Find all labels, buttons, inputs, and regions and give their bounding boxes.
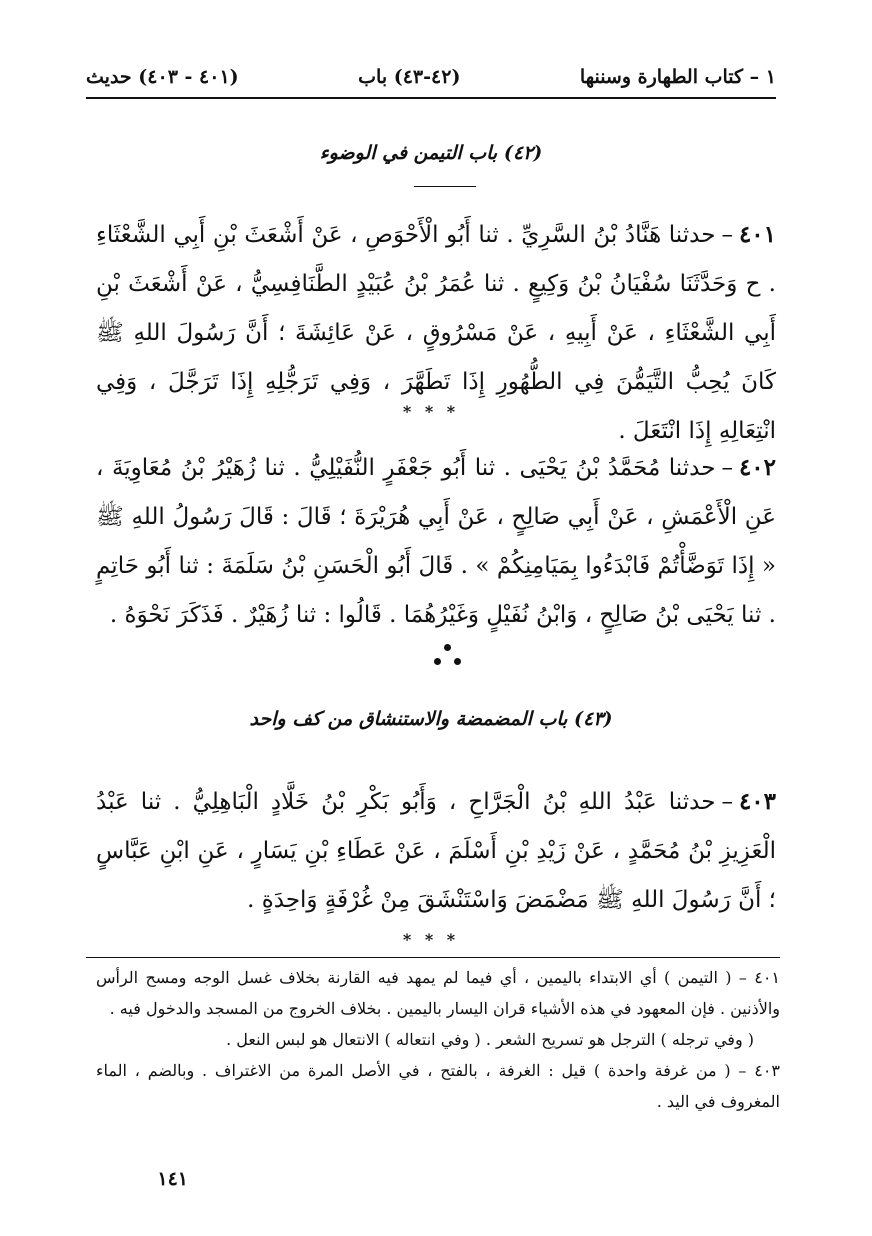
hadith-number: ٤٠٢	[738, 454, 776, 481]
footnote-rule	[86, 957, 780, 958]
hadith-dash: –	[721, 455, 733, 481]
footnotes	[96, 962, 780, 1117]
hadith-dash: –	[721, 789, 733, 815]
hadith-number: ٤٠٣	[738, 788, 776, 815]
hadith-402	[96, 443, 776, 640]
hadith-text: حدثنا هَنَّادُ بْنُ السَّرِيِّ . ثنا أَبُو الْأَحْوَصِ ، عَنْ أَشْعَثَ بْنِ أَبِي الشَّعْثَاءِ . ح وَحَدَّثَنَا سُفْيَانُ بْنُ وَكِيعٍ . ثنا عُمَرُ بْنُ عُبَيْدٍ الطَّنَافِسِيُّ ، عَنْ أَشْعَثَ بْنِ أَبِي الشَّعْثَاءِ ، عَنْ أَبِيهِ ، عَنْ مَسْرُوقٍ ، عَنْ عَائِشَةَ ؛ أَنَّ رَسُولَ اللهِ ﷺ كَانَ يُحِبُّ التَّيَمُّنَ فِي الطُّهُورِ إِذَا تَطَهَّرَ ، وَفِي تَرَجُّلِهِ إِذَا تَرَجَّلَ ، وَفِي انْتِعَالِهِ إِذَا انْتَعَلَ .	[96, 222, 776, 444]
chapter-43-title: (٤٣) باب المضمضة والاستنشاق من كف واحد	[249, 708, 613, 730]
section-separator: * * *	[402, 930, 460, 949]
header-rule	[86, 97, 776, 99]
hadith-403	[96, 777, 776, 925]
section-ornament	[428, 640, 468, 680]
footnote-401-continued: ( وفي ترجله ) الترجل هو تسريح الشعر . ( وفي انتعاله ) الانتعال هو لبس النعل .	[226, 1030, 754, 1049]
ornament-dot	[444, 644, 451, 651]
hadith-dash: –	[721, 222, 733, 248]
footnote-401: ٤٠١ – ( التيمن ) أي الابتداء باليمين ، أي فيما لم يمهد فيه القارنة بخلاف غسل الوجه ومسح الرأس والأذنين . فإن المعهود في هذه الأشياء قران اليسار باليمين . بخلاف الخروج من المسجد والدخول فيه .	[96, 968, 780, 1018]
hadith-text: حدثنا مُحَمَّدُ بْنُ يَحْيَى . ثنا أَبُو جَعْفَرٍ النُّفَيْلِيُّ . ثنا زُهَيْرُ بْنُ مُعَاوِيَةَ ، عَنِ الْأَعْمَشِ ، عَنْ أَبِي صَالِحٍ ، عَنْ أَبِي هُرَيْرَةَ ؛ قَالَ : قَالَ رَسُولُ اللهِ ﷺ « إِذَا تَوَضَّأْتُمْ فَابْدَءُوا بِمَيَامِنِكُمْ » . قَالَ أَبُو الْحَسَنِ بْنُ سَلَمَةَ : ثنا أَبُو حَاتِمٍ . ثنا يَحْيَى بْنُ صَالِحٍ ، وَابْنُ نُفَيْلٍ وَغَيْرُهُمَا . قَالُوا : ثنا زُهَيْرٌ . فَذَكَرَ نَحْوَهُ .	[96, 455, 776, 628]
chapter-42-title: (٤٢) باب التيمن في الوضوء	[319, 142, 543, 164]
ornament-dot	[454, 658, 461, 665]
header-chapter-range: (٤٢-٤٣) باب	[358, 66, 461, 88]
hadith-number: ٤٠١	[738, 221, 776, 248]
section-separator: * * *	[402, 402, 460, 421]
ornament-dot	[434, 658, 441, 665]
chapter-title-underline	[414, 186, 476, 187]
running-header	[86, 58, 776, 96]
header-book-title: ١ – كتاب الطهارة وسننها	[579, 66, 776, 88]
page-number: ١٤١	[157, 1168, 188, 1190]
header-hadith-range: (٤٠١ - ٤٠٣) حديث	[86, 66, 239, 88]
footnote-403: ٤٠٣ – ( من غرفة واحدة ) قيل : الغرفة ، بالفتح ، في الأصل المرة من الاغتراف . وبالضم ، الماء المغروف في اليد .	[96, 1061, 780, 1111]
hadith-text: حدثنا عَبْدُ اللهِ بْنُ الْجَرَّاحِ ، وَأَبُو بَكْرِ بْنُ خَلَّادٍ الْبَاهِلِيُّ . ثنا عَبْدُ الْعَزِيزِ بْنُ مُحَمَّدٍ ، عَنْ زَيْدِ بْنِ أَسْلَمَ ، عَنْ عَطَاءِ بْنِ يَسَارٍ ، عَنِ ابْنِ عَبَّاسٍ ؛ أَنَّ رَسُولَ اللهِ ﷺ مَضْمَضَ وَاسْتَنْشَقَ مِنْ غُرْفَةٍ وَاحِدَةٍ .	[96, 789, 776, 913]
